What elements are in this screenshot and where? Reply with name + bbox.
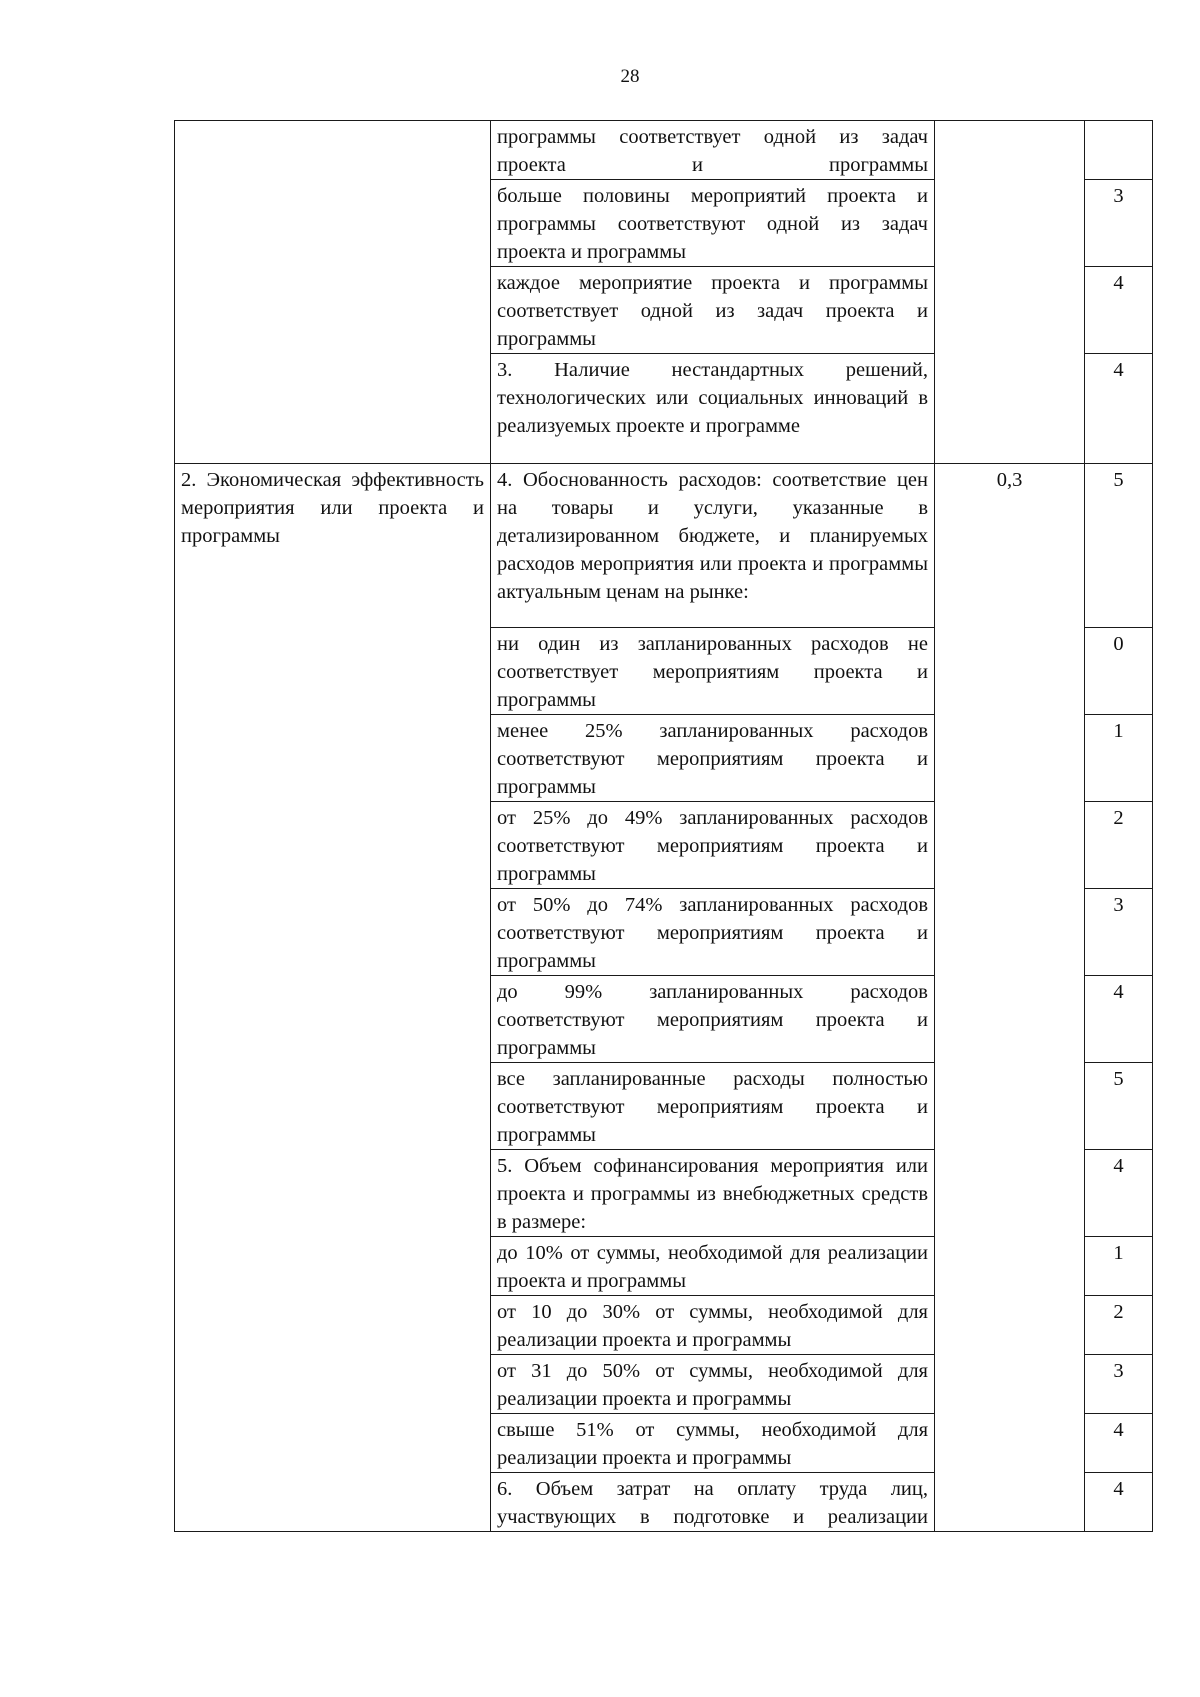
- indicator-cell: программы соответствует одной из задач проекта и программы: [491, 121, 935, 180]
- indicator-cell: все запланированные расходы полностью соответствуют мероприятиям проекта и программы: [491, 1063, 935, 1150]
- indicator-cell: от 25% до 49% запланированных расходов соответствуют мероприятиям проекта и программы: [491, 802, 935, 889]
- indicator-cell: 5. Объем софинансирования мероприятия или проекта и программы из внебюджетных средств в размере:: [491, 1150, 935, 1237]
- table-row: [175, 464, 1153, 628]
- score-cell: 4: [1085, 1473, 1153, 1532]
- indicator-cell: до 99% запланированных расходов соответствуют мероприятиям проекта и программы: [491, 976, 935, 1063]
- indicator-cell: ни один из запланированных расходов не соответствует мероприятиям проекта и программы: [491, 628, 935, 715]
- indicator-cell: 3. Наличие нестандартных решений, технологических или социальных инноваций в реализуемых проекте и программе: [491, 354, 935, 464]
- criterion-cell: 2. Экономическая эффективность мероприятия или проекта и программы: [175, 464, 491, 1532]
- weight-cell: [935, 121, 1085, 464]
- table-row: [175, 121, 1153, 180]
- indicator-cell: больше половины мероприятий проекта и программы соответствуют одной из задач проекта и программы: [491, 180, 935, 267]
- weight-cell: 0,3: [935, 464, 1085, 1532]
- indicator-cell: менее 25% запланированных расходов соответствуют мероприятиям проекта и программы: [491, 715, 935, 802]
- score-cell: 3: [1085, 889, 1153, 976]
- score-cell: 3: [1085, 180, 1153, 267]
- score-cell: 4: [1085, 1150, 1153, 1237]
- score-cell: 5: [1085, 464, 1153, 628]
- score-cell: 3: [1085, 1355, 1153, 1414]
- score-cell: 4: [1085, 354, 1153, 464]
- indicator-cell: каждое мероприятие проекта и программы соответствует одной из задач проекта и программы: [491, 267, 935, 354]
- score-cell: 2: [1085, 802, 1153, 889]
- score-cell: 4: [1085, 1414, 1153, 1473]
- page-number: 28: [620, 66, 640, 87]
- score-cell: 1: [1085, 715, 1153, 802]
- indicator-cell: 6. Объем затрат на оплату труда лиц, участвующих в подготовке и реализации: [491, 1473, 935, 1532]
- score-cell: 2: [1085, 1296, 1153, 1355]
- score-cell: [1085, 121, 1153, 180]
- score-cell: 1: [1085, 1237, 1153, 1296]
- criteria-table: [174, 120, 1153, 1532]
- indicator-cell: от 50% до 74% запланированных расходов соответствуют мероприятиям проекта и программы: [491, 889, 935, 976]
- criterion-cell: [175, 121, 491, 464]
- score-cell: 5: [1085, 1063, 1153, 1150]
- score-cell: 4: [1085, 267, 1153, 354]
- indicator-cell: 4. Обоснованность расходов: соответствие цен на товары и услуги, указанные в детализированном бюджете, и планируемых расходов мероприятия или проекта и программы актуальным ценам на рынке:: [491, 464, 935, 628]
- score-cell: 4: [1085, 976, 1153, 1063]
- indicator-cell: от 10 до 30% от суммы, необходимой для реализации проекта и программы: [491, 1296, 935, 1355]
- indicator-cell: до 10% от суммы, необходимой для реализации проекта и программы: [491, 1237, 935, 1296]
- score-cell: 0: [1085, 628, 1153, 715]
- indicator-cell: от 31 до 50% от суммы, необходимой для реализации проекта и программы: [491, 1355, 935, 1414]
- indicator-cell: свыше 51% от суммы, необходимой для реализации проекта и программы: [491, 1414, 935, 1473]
